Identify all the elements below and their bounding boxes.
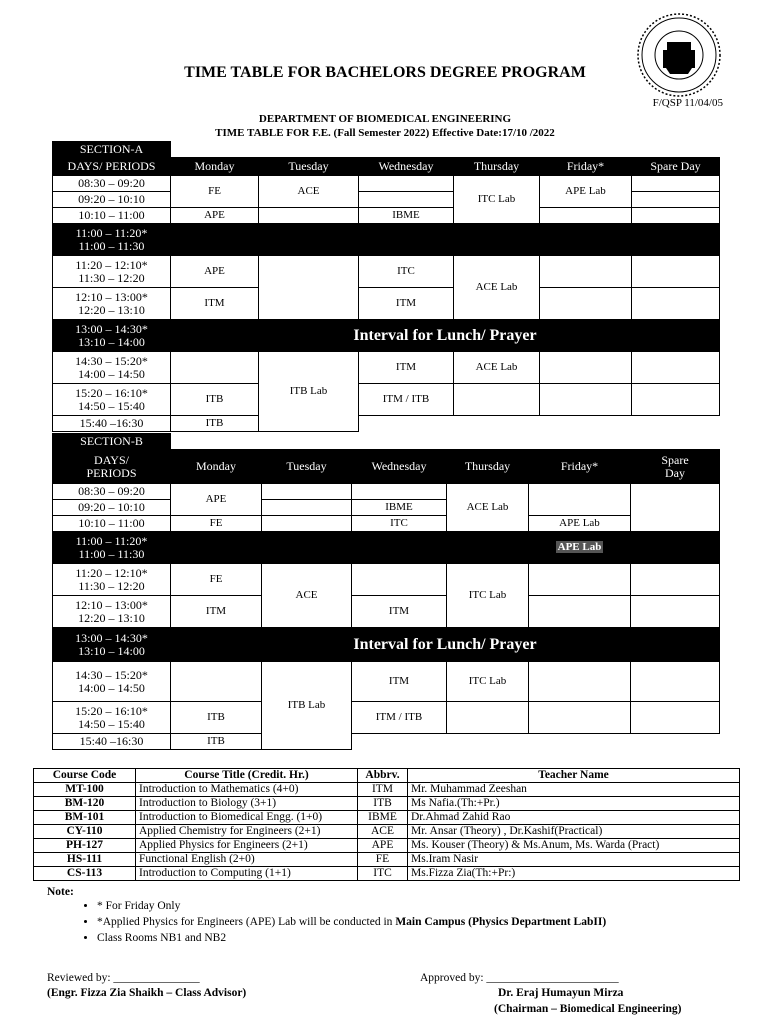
table-row [34,853,740,867]
period: 15:20 – 16:10* 14:50 – 15:40 [53,702,171,734]
days-periods-header: DAYS/ PERIODS [53,158,171,176]
note-item: • *Applied Physics for Engineers (APE) Lab will be conducted in Main Campus (Physics Department LabII) [97,914,737,930]
course-abbrv: APE [358,839,408,853]
teacher-name: Mr. Ansar (Theory) , Dr.Kashif(Practical) [408,825,740,839]
course-abbrv: ITB [358,797,408,811]
cell-ape-lab: APE Lab [540,176,632,208]
period: 10:10 – 11:00 [53,516,171,532]
lunch-banner: Interval for Lunch/ Prayer [171,628,720,662]
lunch-banner: Interval for Lunch/ Prayer [171,320,720,352]
cell-ibme: IBME [359,208,454,224]
approved-by: Approved by: _______________________ [420,972,619,984]
form-code: F/QSP 11/04/05 [652,97,723,109]
break-period: 11:00 – 11:20* 11:00 – 11:30 [53,532,171,564]
lunch-period: 13:00 – 14:30* 13:10 – 14:00 [53,320,171,352]
teacher-name: Ms Nafia.(Th:+Pr.) [408,797,740,811]
cell-ape-lab: APE Lab [529,516,631,532]
section-a-timetable [52,141,720,432]
cell-itb: ITB [171,416,259,432]
column-header: Course Title (Credit. Hr.) [136,769,358,783]
department-name: DEPARTMENT OF BIOMEDICAL ENGINEERING [258,113,512,125]
course-code: BM-101 [34,811,136,825]
course-abbrv: FE [358,853,408,867]
course-title: Functional English (2+0) [136,853,358,867]
break-row [171,532,529,564]
cell-itm: ITM [171,596,262,628]
teacher-name: Mr. Muhammad Zeeshan [408,783,740,797]
column-header: Course Code [34,769,136,783]
day-tuesday: Tuesday [259,158,359,176]
teacher-name: Ms.Iram Nasir [408,853,740,867]
course-abbrv: IBME [358,811,408,825]
course-code: CS-113 [34,867,136,881]
day-spare: Spare Day [632,158,720,176]
period: 14:30 – 15:20* 14:00 – 14:50 [53,352,171,384]
cell-ape: APE [171,208,259,224]
cell-itm-itb: ITM / ITB [352,702,447,734]
reviewed-by: Reviewed by: _______________ [47,972,200,984]
notes-section [47,886,737,946]
period: 12:10 – 13:00* 12:20 – 13:10 [53,288,171,320]
cell-itm: ITM [352,662,447,702]
period: 12:10 – 13:00* 12:20 – 13:10 [53,596,171,628]
day-friday: Friday* [529,450,631,484]
cell-itm: ITM [359,352,454,384]
course-title: Applied Physics for Engineers (2+1) [136,839,358,853]
course-code: CY-110 [34,825,136,839]
university-logo [636,12,722,98]
course-code: HS-111 [34,853,136,867]
cell-ace: ACE [262,564,352,628]
period: 09:20 – 10:10 [53,500,171,516]
section-b-timetable [52,433,720,750]
day-friday: Friday* [540,158,632,176]
table-row [34,797,740,811]
section-b-label: SECTION-B [53,434,171,450]
period: 15:40 –16:30 [53,734,171,750]
course-abbrv: ITM [358,783,408,797]
cell-ibme: IBME [352,500,447,516]
course-title: Introduction to Biomedical Engg. (1+0) [136,811,358,825]
table-row [34,783,740,797]
approver-title: (Chairman – Biomedical Engineering) [494,1003,682,1015]
cell-itm: ITM [352,596,447,628]
day-thursday: Thursday [454,158,540,176]
teacher-name: Ms. Kouser (Theory) & Ms.Anum, Ms. Warda (Pract) [408,839,740,853]
day-wednesday: Wednesday [359,158,454,176]
column-header: Teacher Name [408,769,740,783]
cell-itm: ITM [171,288,259,320]
note-item: • * For Friday Only [97,898,737,914]
period: 10:10 – 11:00 [53,208,171,224]
course-abbrv: ITC [358,867,408,881]
cell-fe: FE [171,564,262,596]
course-code: PH-127 [34,839,136,853]
period: 14:30 – 15:20* 14:00 – 14:50 [53,662,171,702]
cell-ace-lab: ACE Lab [447,484,529,532]
column-header: Abbrv. [358,769,408,783]
day-monday: Monday [171,450,262,484]
course-title: Applied Chemistry for Engineers (2+1) [136,825,358,839]
cell-itc-lab: ITC Lab [447,564,529,628]
cell-itc: ITC [352,516,447,532]
cell-fe: FE [171,516,262,532]
period: 15:40 –16:30 [53,416,171,432]
days-periods-header: DAYS/ PERIODS [53,450,171,484]
teacher-name: Dr.Ahmad Zahid Rao [408,811,740,825]
cell-itm: ITM [359,288,454,320]
cell-ace: ACE [259,176,359,208]
course-abbrv: ACE [358,825,408,839]
table-row [34,839,740,853]
teacher-name: Ms.Fizza Zia(Th:+Pr:) [408,867,740,881]
day-thursday: Thursday [447,450,529,484]
cell-itc-lab: ITC Lab [454,176,540,224]
period: 11:20 – 12:10* 11:30 – 12:20 [53,564,171,596]
course-code: MT-100 [34,783,136,797]
approver-name: Dr. Eraj Humayun Mirza [498,987,624,999]
break-ape-lab: APE Lab [529,532,631,564]
day-spare: Spare Day [631,450,720,484]
period: 08:30 – 09:20 [53,484,171,500]
cell-ape: APE [171,484,262,516]
cell-itb-lab: ITB Lab [259,352,359,432]
cell-ace-lab: ACE Lab [454,256,540,320]
table-row [34,825,740,839]
cell-itb-lab: ITB Lab [262,662,352,750]
cell-itb: ITB [171,702,262,734]
period: 15:20 – 16:10* 14:50 – 15:40 [53,384,171,416]
day-wednesday: Wednesday [352,450,447,484]
period: 08:30 – 09:20 [53,176,171,192]
cell-itc: ITC [359,256,454,288]
cell-itb: ITB [171,384,259,416]
course-table [33,768,740,881]
day-tuesday: Tuesday [262,450,352,484]
course-title: Introduction to Biology (3+1) [136,797,358,811]
course-title: Introduction to Mathematics (4+0) [136,783,358,797]
lunch-period: 13:00 – 14:30* 13:10 – 14:00 [53,628,171,662]
break-period: 11:00 – 11:20* 11:00 – 11:30 [53,224,171,256]
day-monday: Monday [171,158,259,176]
cell-itc-lab: ITC Lab [447,662,529,702]
timetable-subtitle: TIME TABLE FOR F.E. (Fall Semester 2022) Effective Date:17/10 /2022 [215,127,555,139]
cell-ace-lab: ACE Lab [454,352,540,384]
cell-ape: APE [171,256,259,288]
cell-itb: ITB [171,734,262,750]
break-row [171,224,720,256]
cell-itm-itb: ITM / ITB [359,384,454,416]
reviewer-name: (Engr. Fizza Zia Shaikh – Class Advisor) [47,987,247,999]
notes-label: Note: [47,886,74,898]
note-item: • Class Rooms NB1 and NB2 [97,930,737,946]
table-row [34,867,740,881]
period: 11:20 – 12:10* 11:30 – 12:20 [53,256,171,288]
course-code: BM-120 [34,797,136,811]
table-row [34,811,740,825]
page-title: TIME TABLE FOR BACHELORS DEGREE PROGRAM [184,64,586,81]
cell-fe: FE [171,176,259,208]
period: 09:20 – 10:10 [53,192,171,208]
course-title: Introduction to Computing (1+1) [136,867,358,881]
section-a-label: SECTION-A [53,142,171,158]
